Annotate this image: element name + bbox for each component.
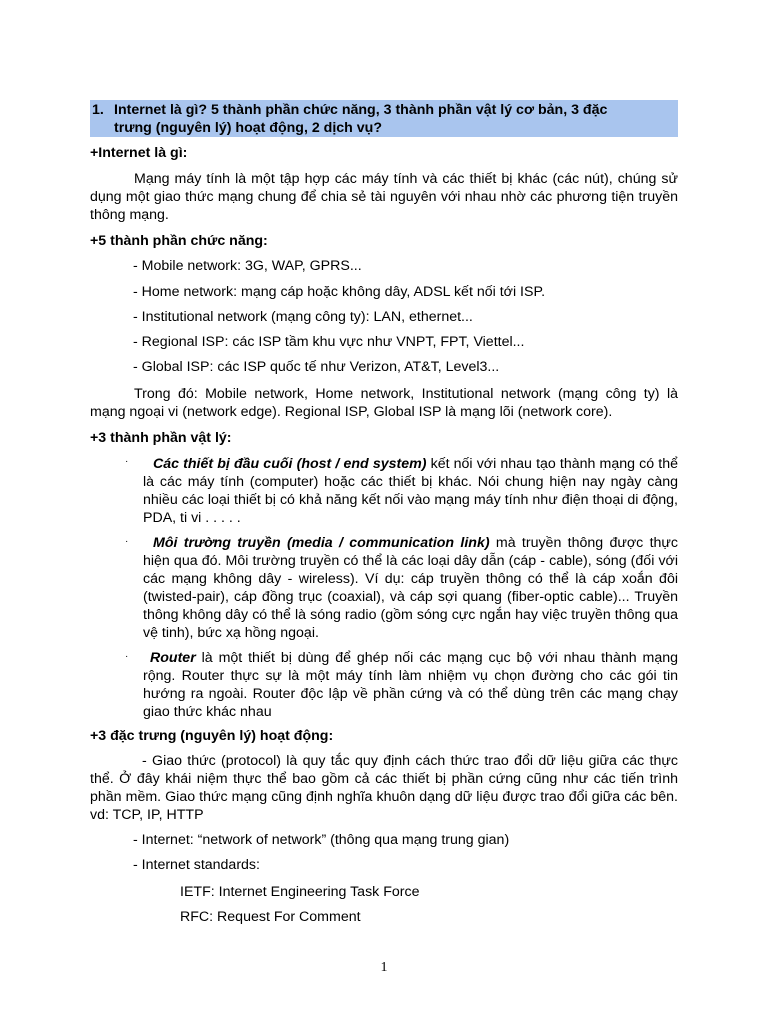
paragraph-protocol: - Giao thức (protocol) là quy tắc quy định cách thức trao đổi dữ liệu giữa các thực thể. Ở đây khái niệm thực thể bao gồm cả các thiết bị phần cứng cũng như các tiến trình phần mềm. Giao thức mạng cũng định nghĩa khuôn dạng dữ liệu được trao đổi giữa các bên. vd: TCP, IP, HTTP <box>90 753 678 823</box>
list-item-mobile: - Mobile network: 3G, WAP, GPRS... <box>133 258 362 274</box>
heading-number: 1. <box>92 102 104 118</box>
bullet-item-media <box>143 534 678 642</box>
bullet-host: · <box>125 456 129 467</box>
bullet-item-host <box>143 455 678 527</box>
text-router: là một thiết bị dùng để ghép nối các mạng cục bộ với nhau thành mạng rộng. Router thực sự là một máy tính làm nhiệm vụ chọn đường cho các gói tin hướng ra ngoài. Router độc lập về phần cứng và có thể dùng trên các mạng chạy giao thức khác nhau <box>143 650 678 720</box>
subheading-what-is: +Internet là gì: <box>90 145 188 161</box>
list-item-global: - Global ISP: các ISP quốc tế như Verizon, AT&T, Level3... <box>133 359 500 375</box>
list-item-regional: - Regional ISP: các ISP tầm khu vực như VNPT, FPT, Viettel... <box>133 334 525 350</box>
term-media: Môi trường truyền (media / communication link) <box>153 535 490 551</box>
standard-ietf: IETF: Internet Engineering Task Force <box>180 884 420 900</box>
heading-line-2: trưng (nguyên lý) hoạt động, 2 dịch vụ? <box>114 120 383 136</box>
paragraph-what-is: Mạng máy tính là một tập hợp các máy tính và các thiết bị khác (các nút), chúng sử dụng một giao thức mạng chung để chia sẻ tài nguyên với nhau nhờ các phương tiện truyền thông mạng. <box>90 171 678 223</box>
heading-line-1: Internet là gì? 5 thành phần chức năng, 3 thành phần vật lý cơ bản, 3 đặc <box>114 102 608 118</box>
paragraph-functional-note: Trong đó: Mobile network, Home network, Institutional network (mạng công ty) là mạng ngoại vi (network edge). Regional ISP, Global ISP là mạng lõi (network core). <box>90 386 678 420</box>
list-item-institutional: - Institutional network (mạng công ty): LAN, ethernet... <box>133 309 473 325</box>
subheading-principles: +3 đặc trưng (nguyên lý) hoạt động: <box>90 728 334 744</box>
term-host: Các thiết bị đầu cuối (host / end system) <box>153 456 427 472</box>
bullet-media: · <box>125 536 129 547</box>
list-item-standards: - Internet standards: <box>133 857 260 873</box>
bullet-router: · <box>125 651 129 662</box>
standard-rfc: RFC: Request For Comment <box>180 909 361 925</box>
bullet-item-router <box>143 649 678 721</box>
page-number: 1 <box>380 960 388 975</box>
list-item-home: - Home network: mạng cáp hoặc không dây, ADSL kết nối tới ISP. <box>133 284 546 300</box>
section-heading <box>90 100 678 137</box>
text-host: kết nối với nhau tạo thành mạng có thể là các máy tính (computer) hoặc các thiết bị khác. Nói chung hiện nay ngày càng nhiều các loại thiết bị có khả năng kết nối vào mạng máy tính như điện thoại di động, PDA, ti vi . . . . . <box>143 456 678 526</box>
subheading-functional: +5 thành phần chức năng: <box>90 233 268 249</box>
term-router: Router <box>150 650 196 666</box>
list-item-internet: - Internet: “network of network” (thông qua mạng trung gian) <box>133 832 510 848</box>
subheading-physical: +3 thành phần vật lý: <box>90 430 232 446</box>
text-media: mà truyền thông được thực hiện qua đó. Môi trường truyền có thể là các loại dây dẫn (cáp - cable), sóng (đối với các mạng không dây - wireless). Ví dụ: cáp truyền thông có thể là cáp xoắn đôi (twisted-pair), cáp đồng trục (coaxial), và cáp sợi quang (fiber-optic cable)... Truyền thông không dây có thể là sóng radio (gồm sóng cực ngắn hay việc truyền thông qua vệ tinh), bức xạ hồng ngoại. <box>143 535 678 641</box>
